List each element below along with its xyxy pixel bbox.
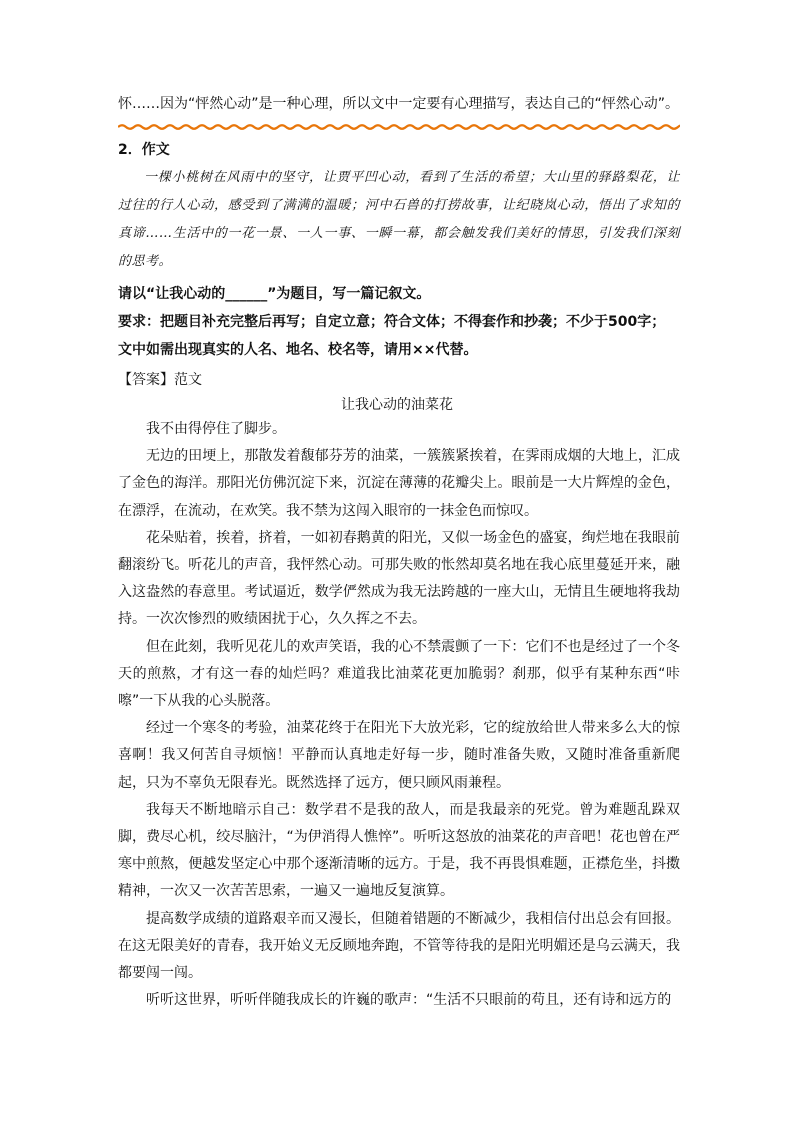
- essay-paragraph: 无边的田埂上，那散发着馥郁芬芳的油菜，一簇簇紧挨着，在霁雨成烟的大地上，汇成了金色的海洋。那阳光仿佛沉淀下来，沉淀在薄薄的花瓣尖上。眼前是一大片辉煌的金色，在漂浮，在流动，在欢笑。我不禁为这闯入眼帘的一抹金色而惊叹。: [118, 448, 680, 519]
- essay-paragraph: 但在此刻，我听见花儿的欢声笑语，我的心不禁震颤了一下：它们不也是经过了一个冬天的煎熬，才有这一春的灿烂吗？难道我比油菜花更加脆弱？刹那，似乎有某种东西“咔嚓”一下从我的心头脱落。: [118, 638, 680, 710]
- answer-label: 【答案】: [118, 372, 174, 388]
- answer-type: 范文: [174, 372, 202, 388]
- section-title: 2．作文: [118, 142, 170, 158]
- essay-paragraph: 提高数学成绩的道路艰辛而又漫长，但随着错题的不断减少，我相信付出总会有回报。在这无限美好的青春，我开始义无反顾地奔跑，不管等待我的是阳光明媚还是乌云满天，我都要闯一闯。: [118, 910, 680, 982]
- essay-title: 让我心动的油菜花: [341, 397, 453, 413]
- essay-prompt: 一棵小桃树在风雨中的坚守，让贾平凹心动，看到了生活的希望；大山里的驿路梨花，让过往的行人心动，感受到了满满的温暖；河中石兽的打捞故事，让纪晓岚心动，悟出了求知的真谛……生活中的一花一景、一人一事、一瞬一幕，都会触发我们美好的情思，引发我们深刻的思考。: [118, 170, 680, 269]
- requirement-line-2: 文中如需出现真实的人名、地名、校名等，请用××代替。: [118, 342, 478, 358]
- essay-paragraph: 花朵贴着，挨着，挤着，一如初春鹅黄的阳光，又似一场金色的盛宴，绚烂地在我眼前翻滚纷飞。听花儿的声音，我怦然心动。可那失败的怅然却莫名地在我心底里蔓延开来，融入这盎然的春意里。考试逼近，数学俨然成为我无法跨越的一座大山，无情且生硬地将我劫持。一次次惨烈的败绩困扰于心，久久挥之不去。: [118, 529, 680, 628]
- continuation-text: 怀……因为“怦然心动”是一种心理，所以文中一定要有心理描写，表达自己的“怦然心动”。: [118, 96, 680, 112]
- answer-line: [118, 370, 202, 390]
- requirement-line-1: 要求：把题目补充完整后再写；自定立意；符合文体；不得套作和抄袭；不少于500字；: [118, 314, 666, 330]
- essay-body: [118, 416, 680, 1014]
- instruction-line: 请以“让我心动的______”为题目，写一篇记叙文。: [118, 286, 431, 302]
- essay-paragraph: 经过一个寒冬的考验，油菜花终于在阳光下大放光彩，它的绽放给世人带来多么大的惊喜啊！我又何苦自寻烦恼！平静而认真地走好每一步，随时准备失败，又随时准备重新爬起，只为不辜负无限春光。既然选择了远方，便只顾风雨兼程。: [118, 720, 680, 791]
- essay-paragraph: 我每天不断地暗示自己：数学君不是我的敌人，而是我最亲的死党。曾为难题乱跺双脚，费尽心机，绞尽脑汁，“为伊消得人憔悴”。听听这怒放的油菜花的声音吧！花也曾在严寒中煎熬，便越发坚定心中那个逐渐清晰的远方。于是，我不再畏惧难题，正襟危坐，抖擞精神，一次又一次苦苦思索，一遍又一遍地反复演算。: [118, 801, 680, 900]
- wavy-divider: [118, 120, 680, 134]
- essay-paragraph: 我不由得停住了脚步。: [146, 421, 286, 437]
- essay-paragraph: 听听这世界，听听伴随我成长的许巍的歌声：“生活不只眼前的苟且，还有诗和远方的: [146, 992, 672, 1009]
- instructions-block: [118, 280, 698, 364]
